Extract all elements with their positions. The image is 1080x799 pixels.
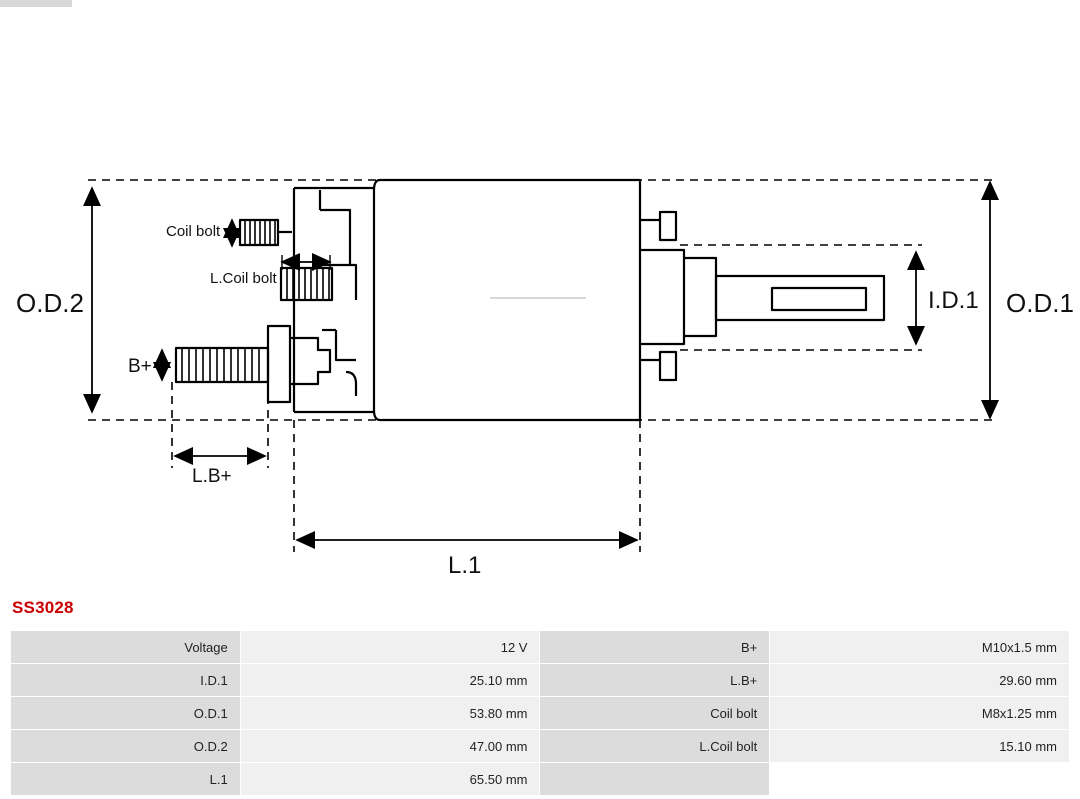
- spec-value-voltage: 12 V: [240, 631, 540, 664]
- label-od2: O.D.2: [16, 288, 84, 318]
- label-od1: O.D.1: [1006, 288, 1074, 318]
- spec-label-lbplus: L.B+: [540, 664, 770, 697]
- spec-label-empty: [540, 763, 770, 796]
- spec-value-bplus: M10x1.5 mm: [770, 631, 1070, 664]
- label-coil-bolt: Coil bolt: [166, 223, 221, 240]
- spec-value-l-coil-bolt: 15.10 mm: [770, 730, 1070, 763]
- specifications-table: [10, 630, 1070, 796]
- spec-value-od1: 53.80 mm: [240, 697, 540, 730]
- spec-value-id1: 25.10 mm: [240, 664, 540, 697]
- spec-value-l1: 65.50 mm: [240, 763, 540, 796]
- table-row: [11, 730, 1070, 763]
- spec-value-lbplus: 29.60 mm: [770, 664, 1070, 697]
- label-l-coil-bolt: L.Coil bolt: [210, 270, 277, 287]
- table-row: [11, 664, 1070, 697]
- spec-label-od1: O.D.1: [11, 697, 241, 730]
- spec-value-empty: [770, 763, 1070, 796]
- label-bplus: B+: [128, 356, 152, 377]
- spec-value-od2: 47.00 mm: [240, 730, 540, 763]
- table-row: [11, 763, 1070, 796]
- spec-label-l-coil-bolt: L.Coil bolt: [540, 730, 770, 763]
- spec-label-id1: I.D.1: [11, 664, 241, 697]
- label-id1: I.D.1: [928, 287, 979, 314]
- spec-label-l1: L.1: [11, 763, 241, 796]
- spec-label-bplus: B+: [540, 631, 770, 664]
- table-row: [11, 697, 1070, 730]
- spec-label-od2: O.D.2: [11, 730, 241, 763]
- label-l1: L.1: [448, 552, 482, 579]
- part-number: SS3028: [12, 598, 74, 617]
- spec-label-coil-bolt: Coil bolt: [540, 697, 770, 730]
- spec-value-coil-bolt: M8x1.25 mm: [770, 697, 1070, 730]
- table-row: [11, 631, 1070, 664]
- spec-label-voltage: Voltage: [11, 631, 241, 664]
- label-lbplus: L.B+: [192, 466, 232, 487]
- solenoid-body-outline: [176, 180, 884, 420]
